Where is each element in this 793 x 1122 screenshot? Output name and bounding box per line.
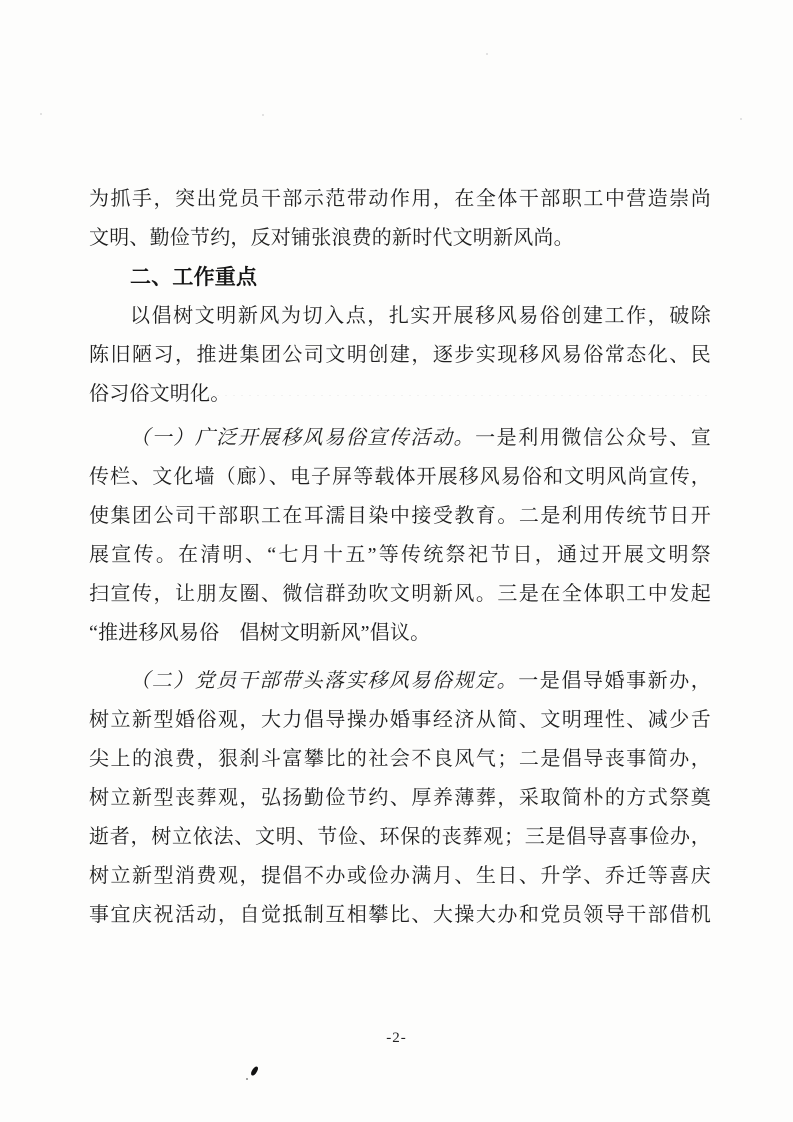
text-line: 树立新型婚俗观，大力倡导操办婚事经济从简、文明理性、减少舌: [89, 709, 711, 731]
text-line: 以倡树文明新风为切入点，扎实开展移风易俗创建工作，破除: [130, 305, 711, 327]
text-line: 尖上的浪费，狠刹斗富攀比的社会不良风气；二是倡导丧事简办，: [89, 748, 711, 770]
text-line: 使集团公司干部职工在耳濡目染中接受教育。二是利用传统节日开: [89, 505, 711, 527]
text-line: 事宜庆祝活动，自觉抵制互相攀比、大操大办和党员领导干部借机: [89, 904, 711, 926]
scan-speck: [40, 113, 42, 115]
ink-speck: [250, 1065, 259, 1076]
text-line: 逝者，树立依法、文明、节俭、环保的丧葬观；三是倡导喜事俭办，: [89, 826, 711, 848]
text-line: 树立新型消费观，提倡不办或俭办满月、生日、升学、乔迁等喜庆: [89, 865, 711, 887]
text-line: [89, 662, 711, 701]
paragraph-rest: 一是利用微信公众号、宣: [475, 427, 711, 449]
document-body: [89, 180, 711, 935]
text-line: 俗习俗文明化。: [89, 383, 231, 405]
page-number: -2-: [386, 1030, 407, 1046]
paragraph-rest: 一是倡导婚事新办，: [518, 670, 711, 692]
scan-speck: [486, 53, 488, 55]
text-line: 传栏、文化墙（廊）、电子屏等载体开展移风易俗和文明风尚宣传，: [89, 466, 711, 488]
text-line: 陈旧陋习，推进集团公司文明创建，逐步实现移风易俗常态化、民: [89, 344, 711, 366]
ink-dot: [246, 1078, 248, 1080]
text-line: “推进移风易俗 倡树文明新风”倡议。: [89, 622, 431, 644]
text-line: 扫宣传，让朋友圈、微信群劲吹文明新风。三是在全体职工中发起: [89, 583, 711, 605]
scan-noise-streak: [150, 394, 710, 398]
section-heading: 二、工作重点: [130, 266, 258, 289]
text-line: 为抓手，突出党员干部示范带动作用，在全体干部职工中营造崇尚: [89, 188, 711, 210]
scan-speck: [262, 114, 264, 116]
text-line: 树立新型丧葬观，弘扬勤俭节约、厚养薄葬，采取简朴的方式祭奠: [89, 787, 711, 809]
text-line: 文明、勤俭节约，反对铺张浪费的新时代文明新风尚。: [89, 227, 574, 249]
paragraph-lead: （一）广泛开展移风易俗宣传活动。: [130, 427, 476, 449]
paragraph-lead: （二）党员干部带头落实移风易俗规定。: [130, 670, 519, 692]
text-line: 展宣传。在清明、“七月十五”等传统祭祀节日，通过开展文明祭: [89, 544, 711, 566]
scan-speck: [740, 118, 742, 120]
text-line: [89, 419, 711, 458]
